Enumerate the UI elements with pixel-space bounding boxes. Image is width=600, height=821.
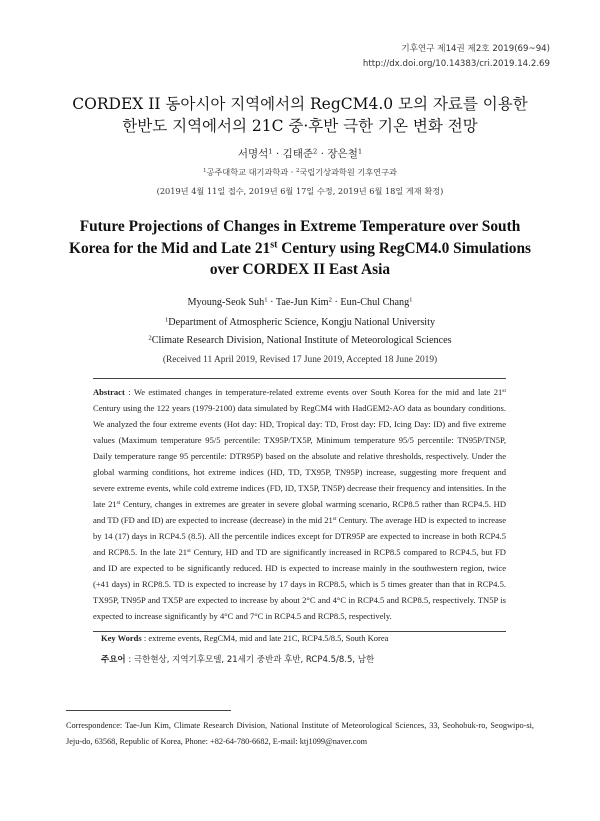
english-title-ordinal: st	[270, 239, 278, 250]
abstract-body	[93, 384, 506, 624]
abstract-text-3: Century, changes in extremes are greater in severe global warming scenario, RCP8.5 rather than RCP4.5. HD and TD (FD and ID) are expected to increase (decrease) in the mid 21	[93, 499, 506, 525]
english-affil-2-text: Climate Research Division, National Institute of Meteorological Sciences	[151, 335, 452, 346]
korean-title	[0, 93, 600, 137]
abstract-text-1: : We estimated changes in temperature-related extreme events over South Korea for the mid and late 21	[124, 387, 503, 397]
english-received-dates: (Received 11 April 2019, Revised 17 June 2019, Accepted 18 June 2019)	[162, 355, 438, 365]
korean-affil-2-marker: 2	[296, 168, 300, 175]
abstract-text-4: Century. The average HD is expected to increase by 14 (17) days in RCP4.5 (8.5). All the percentile indices except for DTR95P are expected to increase in both RCP4.5 and RCP8.5. In the late 21	[93, 515, 506, 557]
english-title-line2-pre: Korea for the Mid and Late 21	[69, 239, 271, 257]
korean-affiliations	[0, 167, 600, 178]
english-affil-1-marker: 1	[164, 316, 169, 324]
english-affiliation-2	[0, 335, 600, 346]
ordinal-sup: st	[187, 547, 191, 554]
author-separator: ·	[317, 148, 328, 160]
ordinal-sup: st	[332, 515, 337, 522]
korean-author-2: 김태준	[282, 148, 314, 160]
korean-keywords-label: 주요어	[101, 655, 126, 665]
abstract-text-2: Century using the 122 years (1979-2100) data simulated by RegCM4 with HadGEM2-AO data as boundary conditions. We analyzed the four extreme events (Hot day: HD, Tropical day: TD, Frost day: FD, Icing Day: ID) and five extreme values (Maximum temperature 95/5 percentile: TX95P/TX5P, Minimum temperature 95/5 percentile: TN95P/TN5P, Daily temperature range 95 percentile: DTR95P) based on the absolute and relative thresholds, respectively. Under the global warming conditions, hot extreme indices (HD, TD, TX95P, TN95P) increase, suggesting more frequent and severe extreme events, while cold extreme indices (FD, ID, TX5P, TN5P) decrease their frequency and intensities. In the late 21	[93, 403, 506, 509]
keywords-label: Key Words	[101, 633, 142, 643]
korean-author-1: 서명석	[237, 148, 269, 160]
korean-affil-2: 국립기상과학원 기후연구과	[299, 167, 397, 177]
korean-affil-1: 공주대학교 대기과학과 ·	[206, 167, 296, 177]
keywords-text: : extreme events, RegCM4, mid and late 21C, RCP4.5/8.5, South Korea	[141, 633, 389, 643]
korean-author-1-affil: 1	[268, 147, 273, 156]
english-affil-2-marker: 2	[148, 334, 152, 342]
abstract	[93, 378, 506, 632]
english-title-line1: Future Projections of Changes in Extreme Temperature over South	[79, 218, 521, 235]
english-author-2: Tae-Jun Kim	[275, 297, 329, 308]
english-title-line2	[0, 238, 600, 260]
korean-author-3-affil: 1	[357, 147, 363, 156]
english-affil-1-text: Department of Atmospheric Science, Kongju National University	[168, 317, 436, 328]
korean-received-dates: (2019년 4월 11일 접수, 2019년 6월 17일 수정, 2019년 6월 18일 게재 확정)	[156, 186, 444, 196]
english-title-line3: over CORDEX II East Asia	[209, 261, 391, 278]
ordinal-sup: st	[502, 387, 506, 394]
english-title	[0, 216, 600, 281]
korean-keywords-text: : 극한현상, 지역기후모델, 21세기 중반과 후반, RCP4.5/8.5, 남한	[125, 655, 375, 665]
correspondence-footnote: Correspondence: Tae-Jun Kim, Climate Research Division, National Institute of Meteorological Sciences, 33, Seohobuk-ro, Seogwipo-si, Jeju-do, 63568, Republic of Korea, Phone: +82-64-780-6682, E-mail: ktj1099@naver.com	[66, 721, 534, 746]
doi-link[interactable]: http://dx.doi.org/10.14383/cri.2019.14.2.69	[362, 59, 550, 69]
english-author-3-affil: 1	[409, 296, 413, 304]
abstract-text-5: Century, HD and TD are significantly increased in RCP8.5 compared to RCP4.5, but FD and ID are expected to be significantly reduced. HD is expected to increase mainly in the southwestern region, twice (+41 days) in RCP8.5. TD is expected to increase by 17 days in RCP8.5, which is 5 times greater than that in RCP4.5. TX95P, TN95P and TX5P are expected to increase by about 2°C and 4°C in RCP4.5 and RCP8.5, respectively. TN5P is expected to increase significantly by 4°C and 7°C in RCP4.5 and RCP8.5, respectively.	[93, 547, 506, 621]
english-author-2-affil: 2	[328, 296, 332, 304]
english-affiliation-1	[0, 317, 600, 328]
korean-author-3: 장은철	[327, 148, 358, 160]
keywords	[101, 633, 501, 643]
korean-author-2-affil: 2	[313, 147, 318, 156]
footnote-divider	[66, 710, 231, 711]
abstract-label: Abstract	[93, 387, 125, 397]
author-separator: ·	[267, 297, 276, 308]
author-separator: ·	[331, 297, 341, 308]
korean-title-line2: 한반도 지역에서의 21C 중·후반 극한 기온 변화 전망	[122, 117, 478, 135]
journal-citation: 기후연구 제14권 제2호 2019(69~94)	[401, 44, 550, 54]
english-author-1: Myoung-Seok Suh	[187, 297, 265, 308]
korean-keywords	[101, 653, 501, 665]
author-separator: ·	[272, 148, 283, 160]
english-title-line2-post: Century using RegCM4.0 Simulations	[277, 239, 531, 257]
korean-title-line1: CORDEX II 동아시아 지역에서의 RegCM4.0 모의 자료를 이용한	[72, 95, 528, 113]
journal-header	[363, 42, 550, 72]
english-author-1-affil: 1	[264, 296, 268, 304]
korean-authors	[0, 146, 600, 161]
english-authors	[0, 297, 600, 308]
english-author-3: Eun-Chul Chang	[340, 297, 410, 308]
ordinal-sup: st	[116, 499, 121, 506]
korean-affil-1-marker: 1	[203, 168, 207, 175]
